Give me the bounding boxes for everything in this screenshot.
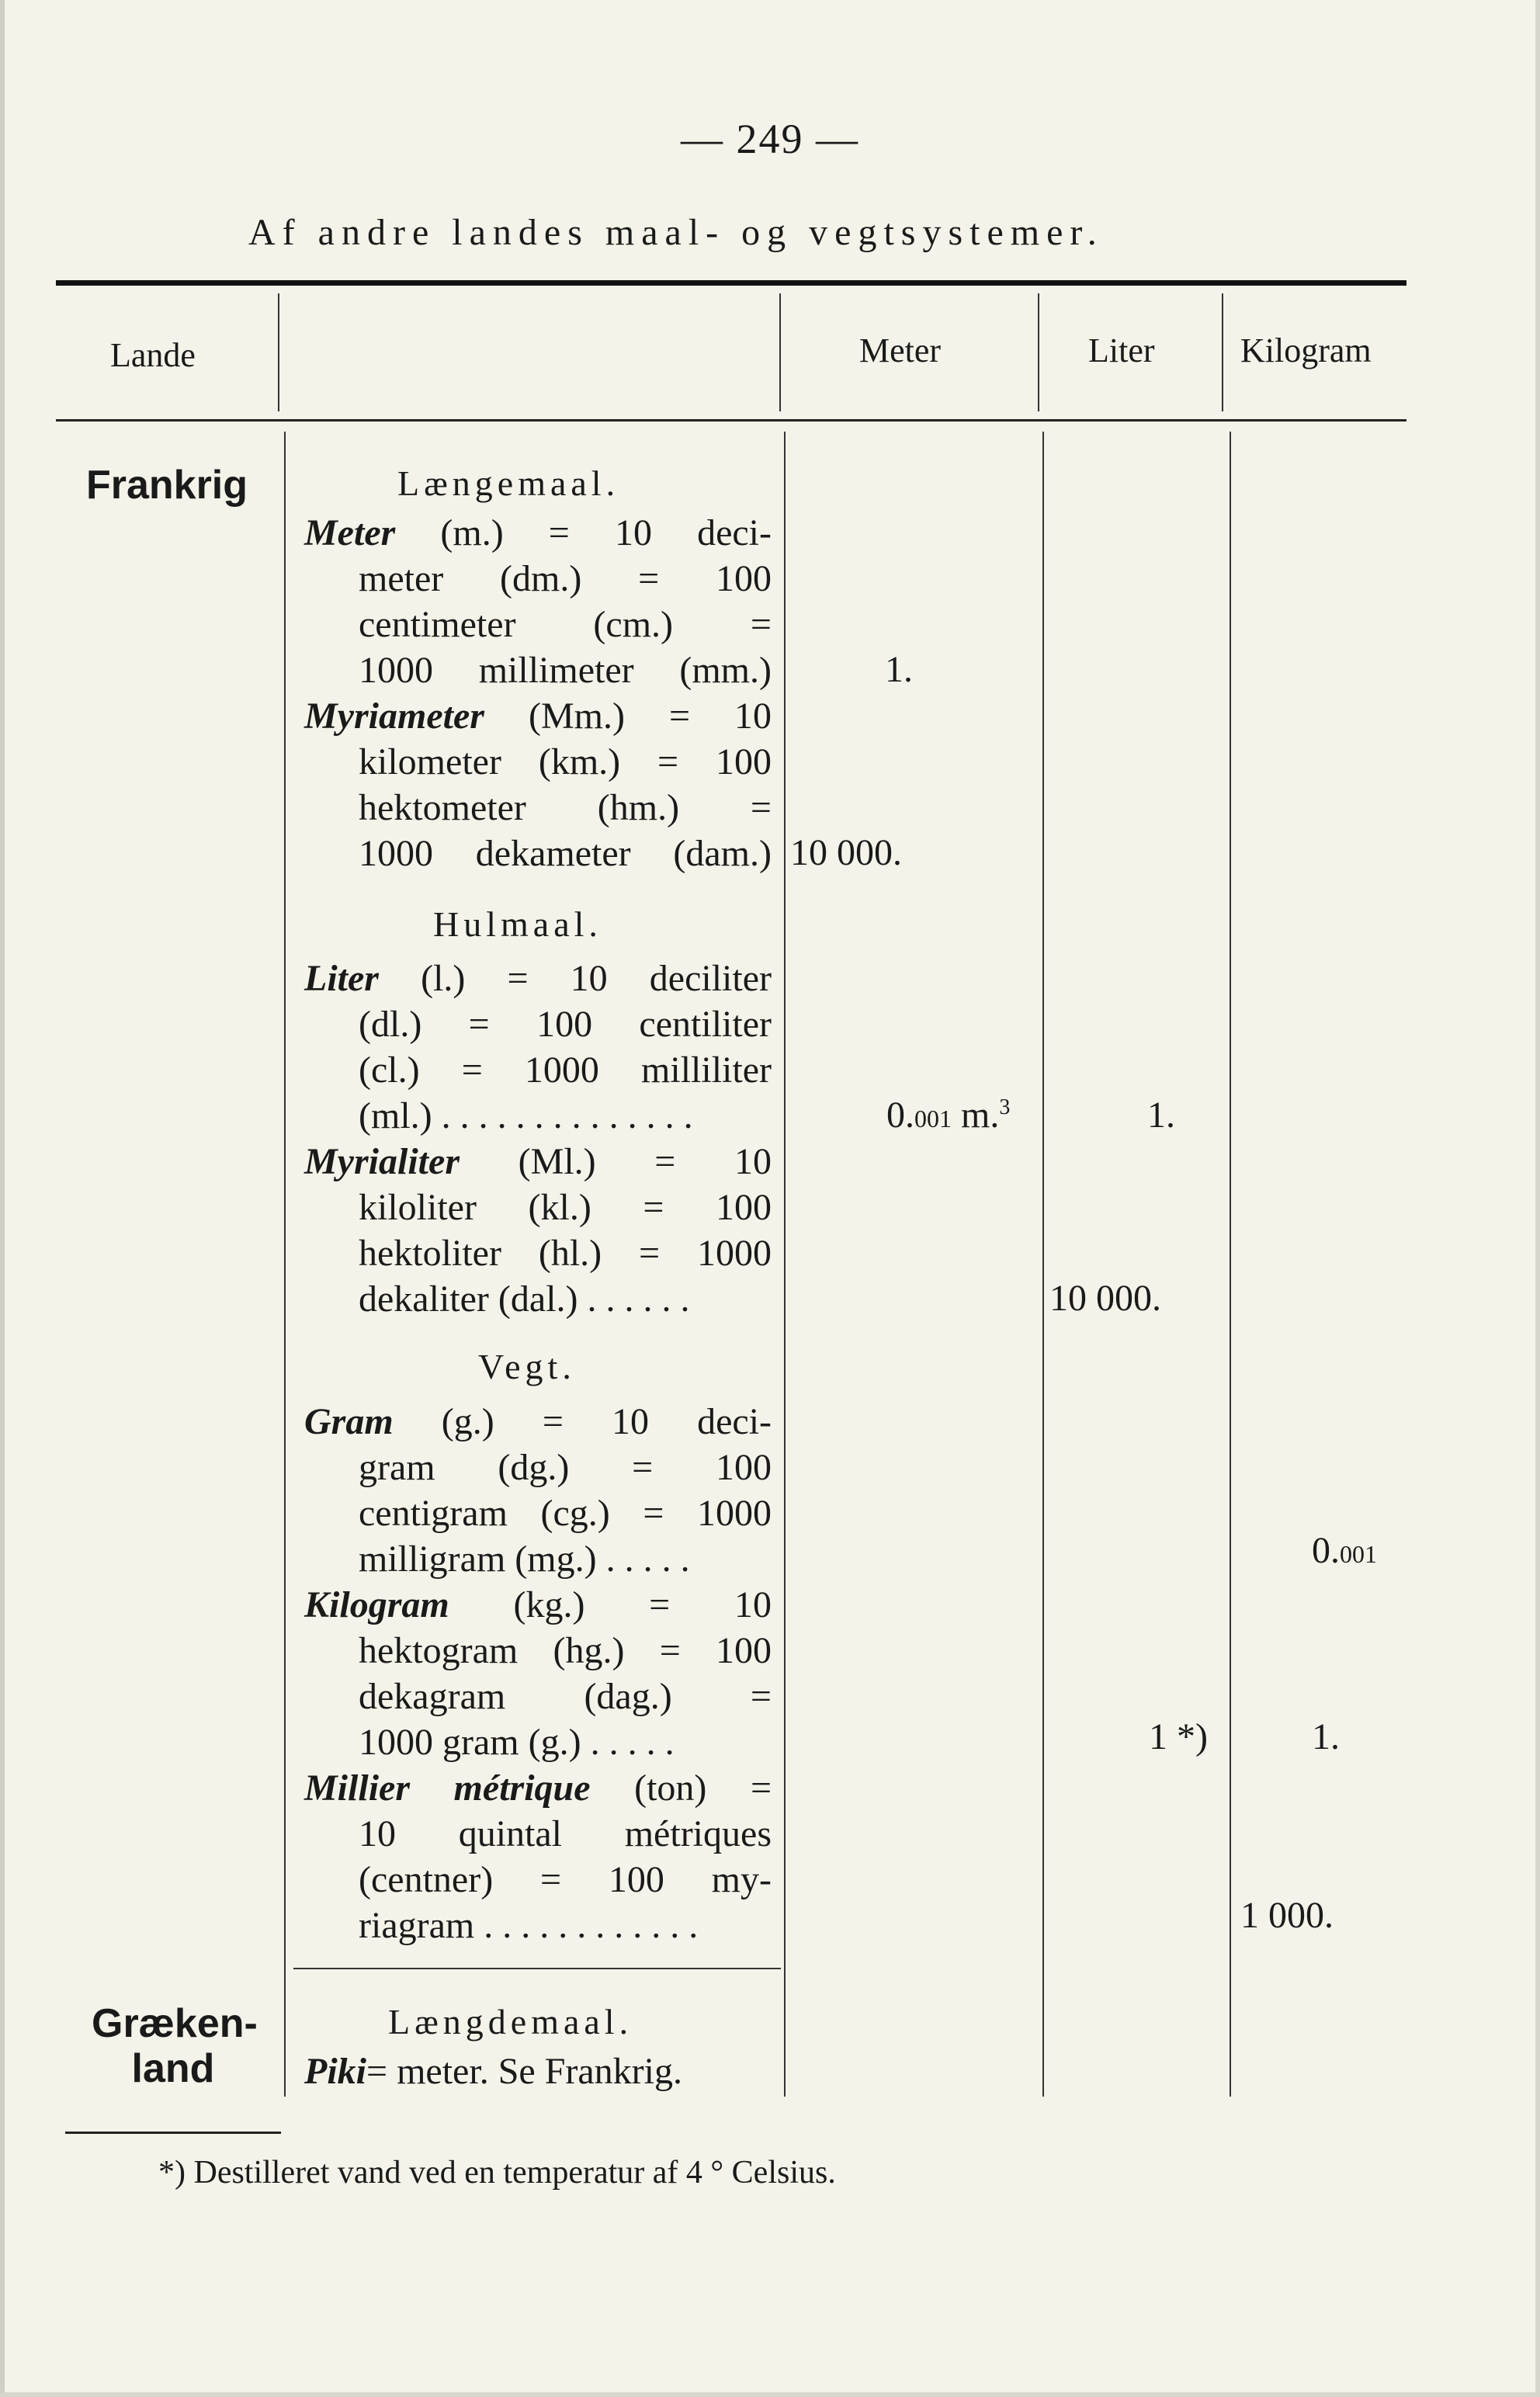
term-gram: Gram: [304, 1401, 394, 1442]
header-divider: [1038, 293, 1039, 411]
term-piki: Piki: [304, 2051, 366, 2092]
definition-line: 1000 gram (g.) . . . . .: [359, 1722, 675, 1763]
header-lande: Lande: [110, 336, 196, 374]
header-rule: [56, 419, 1406, 421]
definition-line: centigram (cg.) = 1000: [359, 1493, 772, 1534]
section-heading-laengemaal: Længemaal.: [397, 463, 620, 503]
definition-line: 1000 millimeter (mm.): [359, 650, 772, 691]
term-meter: Meter: [304, 512, 396, 553]
definition-line: milligram (mg.) . . . . .: [359, 1538, 690, 1580]
term-kilogram: Kilogram: [304, 1584, 449, 1625]
section-heading-vegt: Vegt.: [478, 1347, 576, 1386]
value-meter: 1.: [885, 649, 913, 690]
footnote: *) Destilleret vand ved en temperatur af 4 ° Celsius.: [158, 2155, 836, 2191]
header-meter: Meter: [859, 331, 942, 369]
column-divider: [1042, 432, 1044, 2097]
definition-line: gram (dg.) = 100: [359, 1447, 772, 1488]
definition-line: (ml.) . . . . . . . . . . . . . .: [359, 1095, 693, 1136]
term-millier-metrique: Millier métrique: [304, 1767, 591, 1809]
page-number: — 249 —: [681, 116, 859, 162]
definition-line: Myrialiter (Ml.) = 10: [304, 1141, 772, 1182]
header-divider: [278, 293, 279, 411]
term-myrialiter: Myrialiter: [304, 1141, 460, 1182]
section-heading-laengdemaal: Længdemaal.: [388, 2002, 633, 2041]
header-divider: [1222, 293, 1223, 411]
value-liter: 10 000.: [1049, 1278, 1161, 1319]
page-title: Af andre landes maal- og vegtsystemer.: [248, 212, 1104, 253]
value-kilogram: 1 000.: [1240, 1895, 1334, 1936]
definition-line: 1000 dekameter (dam.): [359, 833, 772, 874]
value-liter-footnoted: 1 *): [1149, 1716, 1208, 1757]
value-meter-liter: 0.001 m.$^3$: [886, 1094, 1011, 1136]
value-liter: 1.: [1147, 1094, 1175, 1136]
definition-line: 10 quintal métriques: [359, 1813, 772, 1854]
definition-line: kilometer (km.) = 100: [359, 741, 772, 782]
column-divider: [1230, 432, 1231, 2097]
definition-line: dekaliter (dal.) . . . . . .: [359, 1278, 690, 1320]
term-liter: Liter: [304, 958, 379, 999]
definition-line: hektoliter (hl.) = 1000: [359, 1233, 772, 1274]
definition-line: Gram (g.) = 10 deci-: [304, 1401, 772, 1442]
section-rule: [293, 1968, 781, 1969]
definition-line: Millier métrique (ton) =: [304, 1767, 772, 1809]
definition-line: (dl.) = 100 centiliter: [359, 1004, 772, 1045]
definition-line: (centner) = 100 my-: [359, 1859, 772, 1900]
definition-line: kiloliter (kl.) = 100: [359, 1187, 772, 1228]
definition-line: Kilogram (kg.) = 10: [304, 1584, 772, 1625]
definition-line: Myriameter (Mm.) = 10: [304, 696, 772, 737]
header-kilogram: Kilogram: [1240, 331, 1372, 369]
header-divider: [779, 293, 781, 411]
definition-line: riagram . . . . . . . . . . . .: [359, 1905, 699, 1946]
definition-line: hektometer (hm.) =: [359, 787, 772, 828]
definition-line: centimeter (cm.) =: [359, 604, 772, 645]
page-edge-left: [0, 0, 5, 2397]
section-heading-hulmaal: Hulmaal.: [433, 904, 602, 944]
top-thick-rule: [56, 280, 1406, 286]
footnote-rule: [65, 2132, 281, 2134]
page-edge-right: [1535, 0, 1540, 2397]
value-kilogram: 0.001: [1312, 1530, 1377, 1571]
value-meter: 10 000.: [790, 832, 902, 873]
definition-line: Piki= meter. Se Frankrig.: [304, 2051, 682, 2092]
definition-line: Meter (m.) = 10 deci-: [304, 512, 772, 553]
country-frankrig: Frankrig: [85, 463, 248, 508]
column-divider: [784, 432, 786, 2097]
definition-line: Liter (l.) = 10 deciliter: [304, 958, 772, 999]
definition-line: dekagram (dag.) =: [359, 1676, 772, 1717]
definition-line: meter (dm.) = 100: [359, 558, 772, 599]
value-kilogram: 1.: [1312, 1716, 1340, 1757]
definition-line: hektogram (hg.) = 100: [359, 1630, 772, 1671]
definition-line: (cl.) = 1000 milliliter: [359, 1049, 772, 1091]
term-myriameter: Myriameter: [304, 696, 484, 737]
header-liter: Liter: [1088, 331, 1155, 369]
column-divider: [284, 432, 286, 2097]
country-graekenland: Græken- land: [92, 2001, 258, 2091]
page-edge-bottom: [0, 2392, 1540, 2397]
